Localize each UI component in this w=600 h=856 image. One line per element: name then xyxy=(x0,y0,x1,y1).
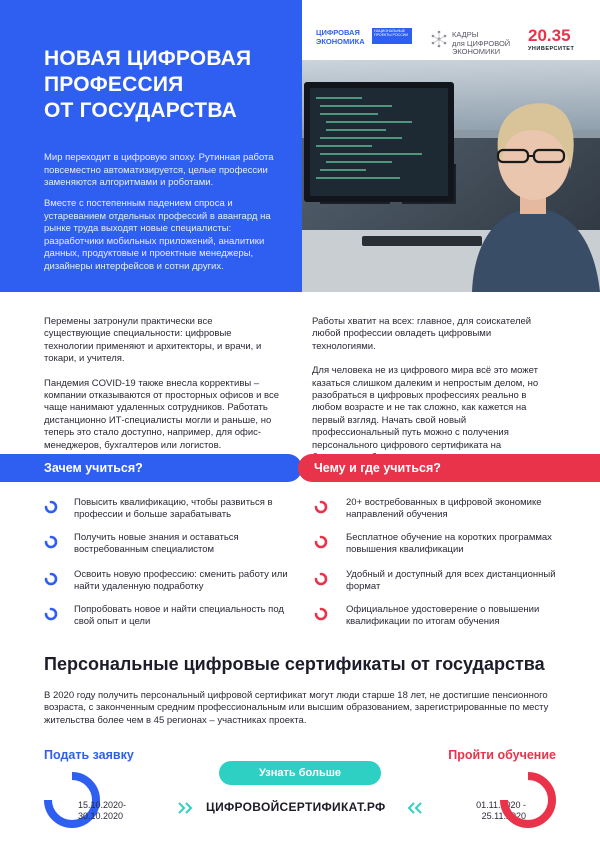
body-paragraph: Для человека не из цифрового мира всё это может казаться слишком далеким и непростым делом, но разобраться в цифровых профессиях реально в любом возрасте и не так сложно, как кажется на первый взгляд. Начать свой новый профессиональный путь можно с получения персонального цифрового сертификата на xyxy=(312,365,539,451)
blue-arc-icon xyxy=(44,535,58,549)
red-large-arc-icon xyxy=(496,768,560,832)
logo-text: ЦИФРОВАЯ xyxy=(316,28,360,37)
certificates-text: В 2020 году получить персональный цифровой сертификат могут люди старше 18 лет, не достигшие пенсионного возраста, с законченным средним профессиональным или высшим образованием, зарегистрированные по месту жительства более чем в 45 регионах – участниках проекта. xyxy=(44,690,549,726)
study-date-from: 01.11.2020 - xyxy=(476,800,526,810)
digital-economy-logo xyxy=(316,28,365,46)
hero-title-line: ОТ ГОСУДАРСТВА xyxy=(44,99,238,122)
body-paragraph: Перемены затронули практически все существующие специальности: цифровые технологии применяют и архитекторы, и врачи, и токари, и учителя. xyxy=(44,316,262,365)
where-list-item: Бесплатное обучение на коротких программах повышения квалификации xyxy=(346,532,552,556)
hero-paragraph: Мир переходит в цифровую эпоху. Рутинная работа повсеместно автоматизируется, целые профессии заменяются алгоритмами и роботами. xyxy=(44,152,274,188)
certificates-title: Персональные цифровые сертификаты от государства xyxy=(44,654,545,674)
apply-date-to: 30.10.2020 xyxy=(78,811,124,821)
logo-text: КАДРЫ xyxy=(452,30,479,39)
where-list-item: Официальное удостоверение о повышении квалификации по итогам обучения xyxy=(346,604,540,628)
why-study-heading: Зачем учиться? xyxy=(0,454,302,482)
why-list-item: Освоить новую профессию: сменить работу или найти удаленную подработку xyxy=(74,569,288,593)
body-paragraph: Работы хватит на всех: главное, для соискателей любой профессии овладеть цифровыми технологиями. xyxy=(312,316,532,352)
why-list-item: Повысить квалификацию, чтобы развиться в профессии и больше зарабатывать xyxy=(74,497,273,521)
body-paragraph: Пандемия COVID-19 также внесла коррективы – компании отказываются от просторных офисов и все чаще нанимают удаленных сотрудников. Работать дистанционно ИТ-специалисты могли и раньше, но теперь это стало доступно, например, для офис-менеджеров, бухгалтеров или логистов. xyxy=(44,377,280,451)
why-list-item: Попробовать новое и найти специальность под свой опыт и цели xyxy=(74,604,284,628)
national-projects-badge: НАЦИОНАЛЬНЫЕ ПРОЕКТЫ РОССИИ xyxy=(372,28,412,44)
hero-photo xyxy=(302,60,600,292)
double-chevron-right-icon xyxy=(178,802,198,814)
kadry-logo xyxy=(452,31,510,57)
hero-title-line: НОВАЯ ЦИФРОВАЯ xyxy=(44,47,252,70)
apply-dates xyxy=(78,800,126,822)
red-arc-icon xyxy=(314,572,328,586)
hero-title xyxy=(44,46,251,124)
red-arc-icon xyxy=(314,500,328,514)
office-photo-illustration xyxy=(302,60,600,292)
where-study-heading: Чему и где учиться? xyxy=(298,454,600,482)
logo-bar xyxy=(302,0,600,60)
why-list-item: Получить новые знания и оставаться востребованным специалистом xyxy=(74,532,239,556)
university-2035-logo: 20.35 xyxy=(528,26,571,45)
logo-text: ЭКОНОМИКА xyxy=(316,37,365,46)
study-date-to: 25.11.2020 xyxy=(481,811,526,821)
intro-column-right xyxy=(312,316,548,476)
blue-arc-icon xyxy=(44,572,58,586)
double-chevron-left-icon xyxy=(402,802,422,814)
blue-arc-icon xyxy=(44,500,58,514)
where-list-item: 20+ востребованных в цифровой экономике направлений обучения xyxy=(346,497,542,521)
network-icon xyxy=(430,30,448,48)
study-label: Пройти обучение xyxy=(448,748,556,762)
logo-text: для ЦИФРОВОЙ xyxy=(452,38,511,48)
blue-arc-icon xyxy=(44,607,58,621)
university-label: УНИВЕРСИТЕТ xyxy=(528,46,575,52)
hero-panel xyxy=(0,0,302,292)
apply-date-from: 15.10.2020- xyxy=(78,800,127,810)
red-arc-icon xyxy=(314,535,328,549)
site-link[interactable]: ЦИФРОВОЙСЕРТИФИКАТ.РФ xyxy=(206,800,386,814)
where-list-item: Удобный и доступный для всех дистанционный формат xyxy=(346,569,556,593)
intro-column-left xyxy=(44,316,280,464)
apply-label: Подать заявку xyxy=(44,748,134,762)
learn-more-button[interactable]: Узнать больше xyxy=(219,761,381,785)
hero-paragraph: Вместе с постепенным падением спроса и устареванием отдельных профессий в авангард на рынке труда выходят новые специалисты: разработчики мобильных приложений, аналитики данных, продуктовые и проектные менеджеры, дизайнеры интерфейсов и сотни других. xyxy=(44,198,271,272)
red-arc-icon xyxy=(314,607,328,621)
site-link-row[interactable] xyxy=(178,800,422,816)
hero-title-line: ПРОФЕССИЯ xyxy=(44,73,184,96)
logo-text: ЭКОНОМИКИ xyxy=(452,47,501,56)
